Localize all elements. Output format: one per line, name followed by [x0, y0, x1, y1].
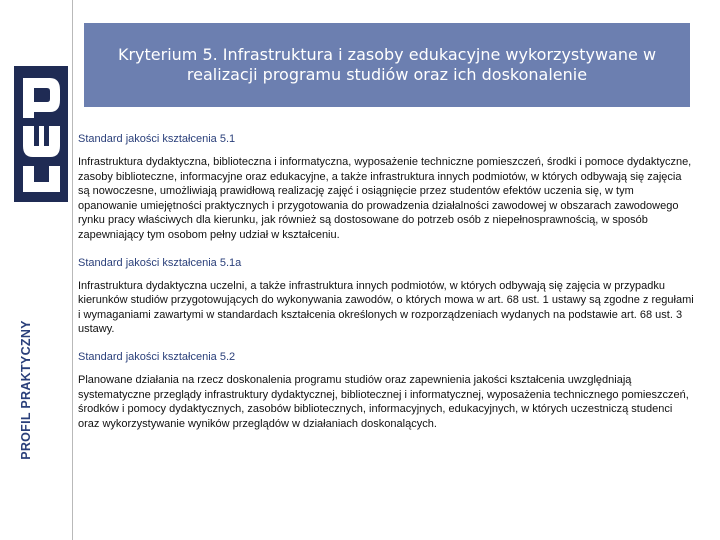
standard-heading: Standard jakości kształcenia 5.1	[78, 133, 236, 145]
standard-text: Infrastruktura dydaktyczna uczelni, a także infrastruktura innych podmiotów, w których odbywają się zajęcia w przypadku kierunków studiów przygotowujących do wykonywania zawodów, o których mowa w art. 68 ust. 1 ustawy są zgodne z regułami i wymaganiami zawartymi w standardach kształcenia określonych w rozporządzeniach wydanych na podstawie art. 68 ust. 3 ustawy.	[78, 279, 694, 336]
sidebar	[0, 0, 73, 540]
standard-5-1	[78, 132, 694, 243]
logo-mark-icon	[14, 66, 68, 202]
title-banner	[84, 23, 690, 107]
standard-heading: Standard jakości kształcenia 5.2	[78, 350, 236, 363]
standard-5-2	[78, 350, 694, 431]
profile-label-text: PROFIL PRAKTYCZNY	[19, 320, 33, 460]
page-title: Kryterium 5. Infrastruktura i zasoby edukacyjne wykorzystywane w realizacji programu studiów oraz ich doskonalenie	[117, 45, 657, 84]
standard-heading: Standard jakości kształcenia 5.1a	[78, 256, 242, 269]
standards-content	[78, 132, 694, 444]
standard-text: Infrastruktura dydaktyczna, biblioteczna i informatyczna, wyposażenie techniczne pomieszczeń, środki i pomoce dydaktyczne, zasoby biblioteczne, informacyjne oraz edukacyjne, a także infrastruktura innych podmiotów, w których odbywają się zajęcia są nowoczesne, umożliwiają prawidłową realizację zajęć i osiągnięcie przez studentów efektów uczenia się, w tym opanowanie umiejętności praktycznych i przygotowania do prowadzenia działalności zawodowej w obszarach zawodowego rynku pracy właściwych dla kierunku, jak również są dostosowane do potrzeb osób z niepełnosprawnością, w sposób zapewniający tym osobom pełny udział w kształceniu.	[78, 156, 692, 241]
standard-5-1a	[78, 256, 694, 337]
standard-text: Planowane działania na rzecz doskonalenia programu studiów oraz zapewnienia jakości kształcenia uwzględniają systematyczne przeglądy infrastruktury dydaktycznej, bibliotecznej i informatycznej, wyposażenia technicznego pomieszczeń, środków i pomocy dydaktycznych, zasobów bibliotecznych, informacyjnych, edukacyjnych, w których uczestniczą studenci oraz wykorzystywanie wyników przeglądów w działaniach doskonalących.	[78, 373, 689, 430]
pw-logo	[14, 66, 68, 202]
